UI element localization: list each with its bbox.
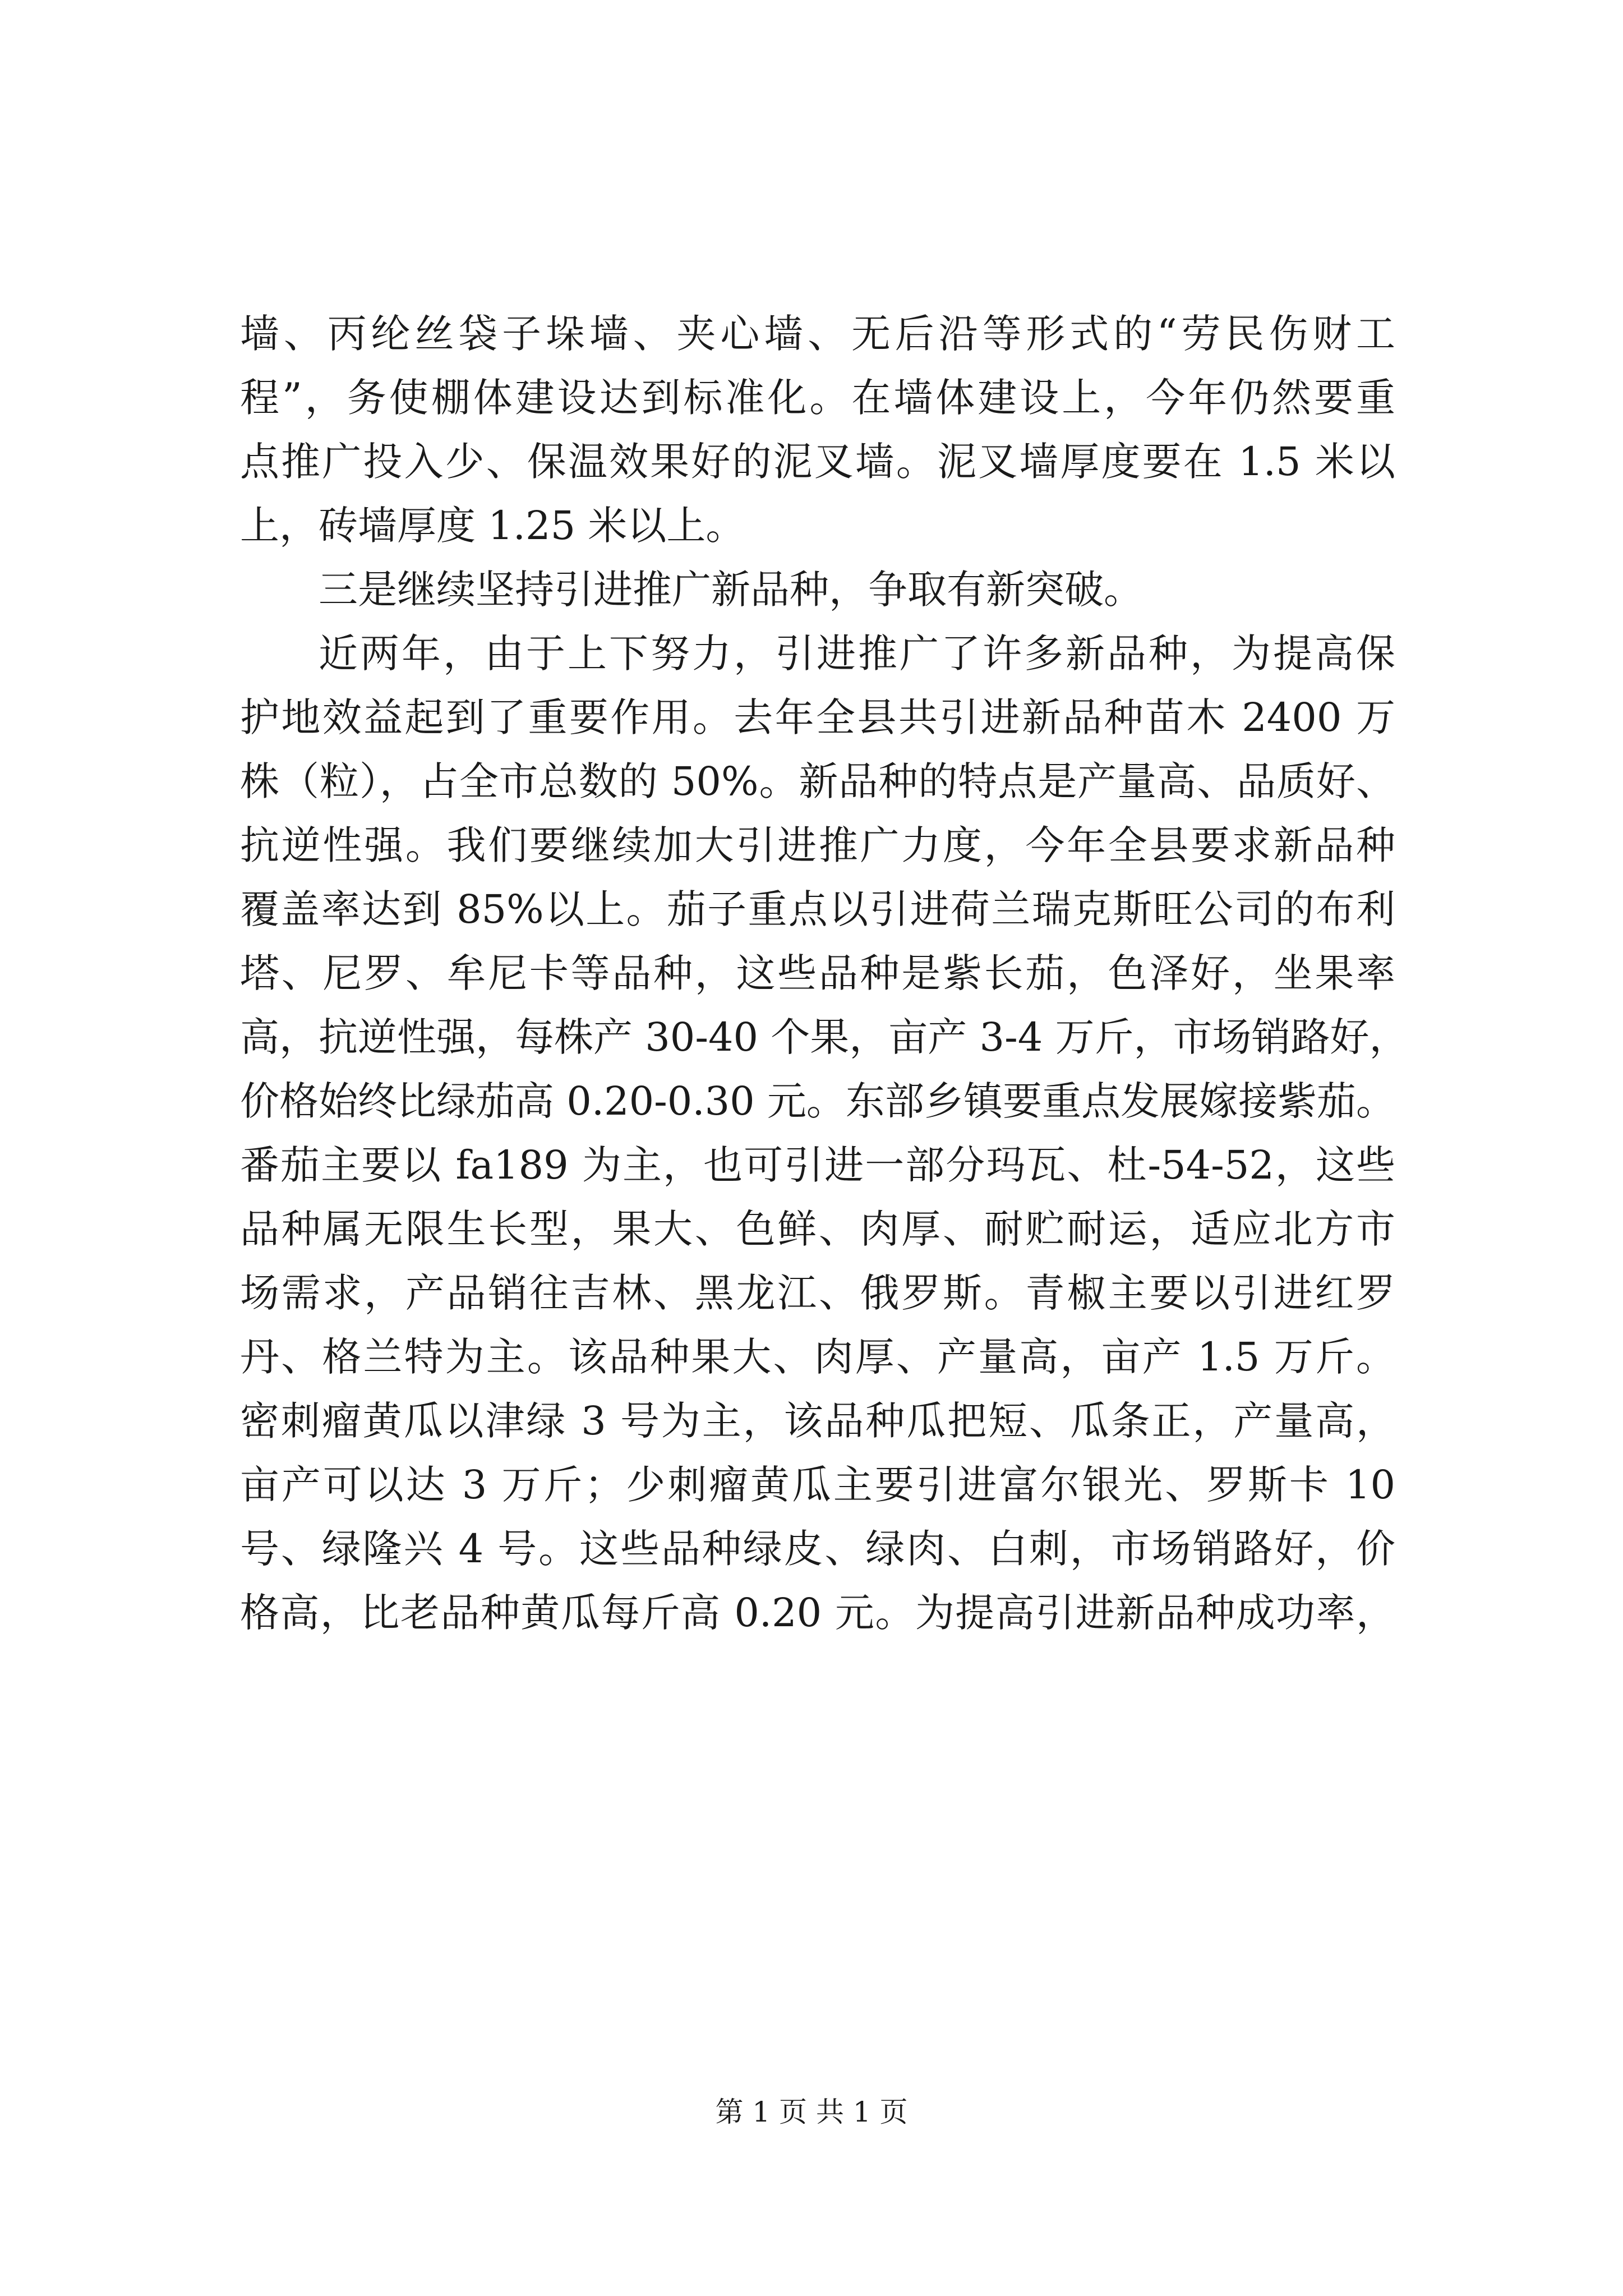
section-heading: 三是继续坚持引进推广新品种，争取有新突破。 [319, 567, 1143, 613]
text-line: 墙、丙纶丝袋子垛墙、夹心墙、无后沿等形式的“劳民伤财工 [240, 311, 1395, 357]
text-line: 亩产可以达 3 万斤；少刺瘤黄瓜主要引进富尔银光、罗斯卡 10 [240, 1462, 1395, 1508]
text-line: 号、绿隆兴 4 号。这些品种绿皮、绿肉、白刺，市场销路好，价 [240, 1526, 1395, 1572]
text-line: 番茄主要以 fa189 为主，也可引进一部分玛瓦、杜-54-52，这些 [240, 1142, 1395, 1188]
text-line: 抗逆性强。我们要继续加大引进推广力度，今年全县要求新品种 [240, 822, 1395, 868]
page-number: 第 1 页 共 1 页 [715, 2096, 908, 2128]
text-line: 格高，比老品种黄瓜每斤高 0.20 元。为提高引进新品种成功率， [240, 1590, 1395, 1636]
text-line: 上，砖墙厚度 1.25 米以上。 [240, 503, 745, 549]
text-line: 塔、尼罗、牟尼卡等品种，这些品种是紫长茄，色泽好，坐果率 [240, 950, 1395, 996]
body-text [240, 302, 1409, 1645]
text-line: 场需求，产品销往吉林、黑龙江、俄罗斯。青椒主要以引进红罗 [240, 1270, 1395, 1316]
text-line: 丹、格兰特为主。该品种果大、肉厚、产量高，亩产 1.5 万斤。 [240, 1334, 1395, 1380]
text-line: 高，抗逆性强，每株产 30-40 个果，亩产 3-4 万斤，市场销路好， [240, 1014, 1409, 1060]
text-line: 近两年，由于上下努力，引进推广了许多新品种，为提高保 [319, 631, 1395, 677]
text-line: 程”，务使棚体建设达到标准化。在墙体建设上，今年仍然要重 [240, 375, 1395, 421]
text-line: 护地效益起到了重要作用。去年全县共引进新品种苗木 2400 万 [240, 694, 1395, 740]
text-line: 价格始终比绿茄高 0.20-0.30 元。东部乡镇要重点发展嫁接紫茄。 [240, 1078, 1395, 1124]
text-line: 株（粒），占全市总数的 50%。新品种的特点是产量高、品质好、 [240, 758, 1395, 804]
text-line: 点推广投入少、保温效果好的泥叉墙。泥叉墙厚度要在 1.5 米以 [240, 439, 1395, 485]
text-line: 密刺瘤黄瓜以津绿 3 号为主，该品种瓜把短、瓜条正，产量高， [240, 1398, 1395, 1444]
text-line: 覆盖率达到 85%以上。茄子重点以引进荷兰瑞克斯旺公司的布利 [240, 886, 1395, 932]
text-line: 品种属无限生长型，果大、色鲜、肉厚、耐贮耐运，适应北方市 [240, 1206, 1395, 1252]
